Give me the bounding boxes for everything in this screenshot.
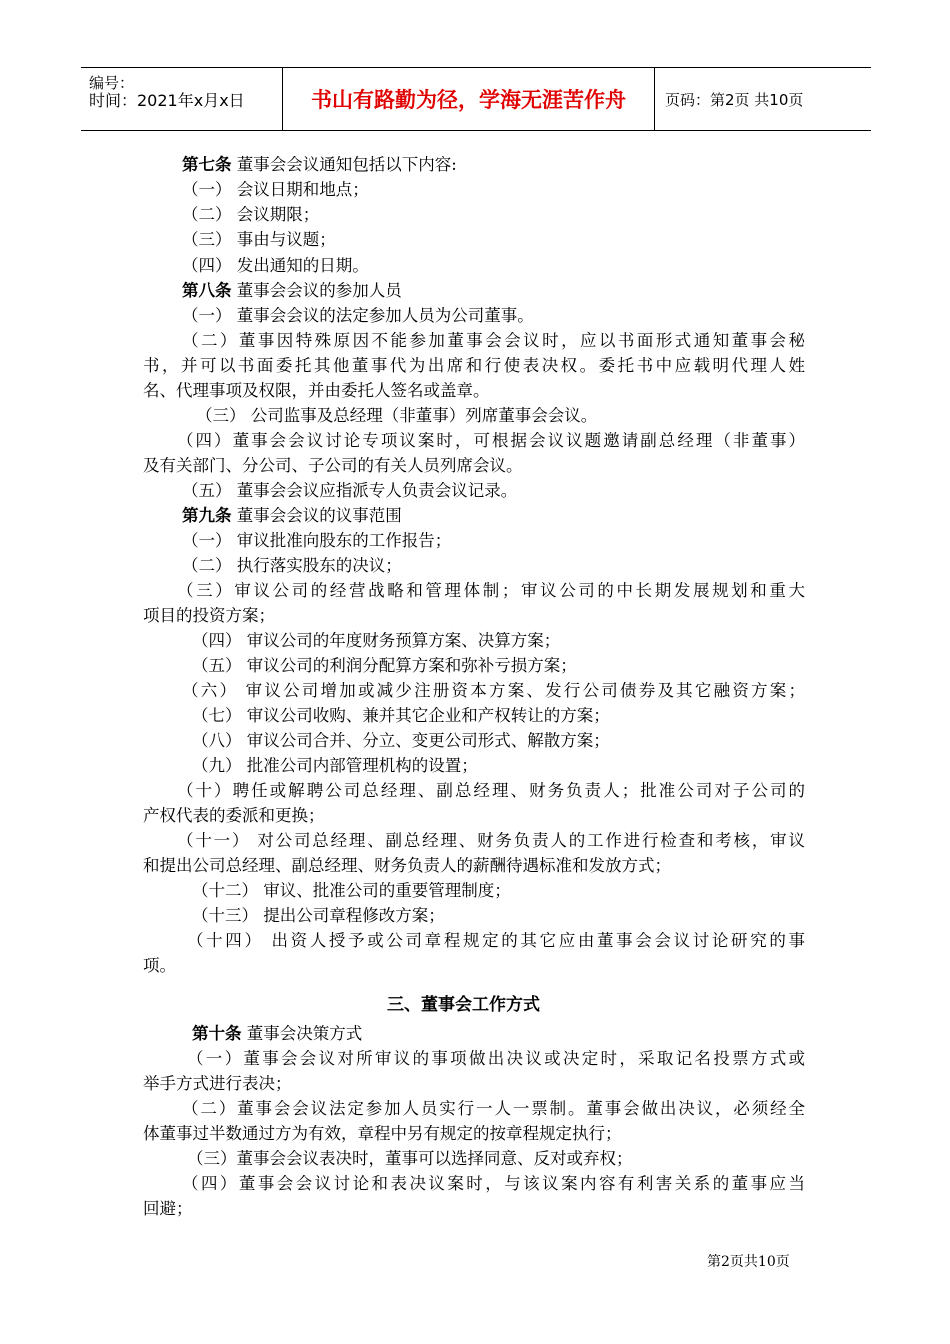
text-line — [187, 1149, 633, 1169]
line-text: （四）董事会会议讨论专项议案时，可根据会议议题邀请副总经理（非董事） — [177, 431, 805, 450]
article-heading: 第九条 — [182, 506, 232, 525]
line-text: （二） 会议期限； — [182, 205, 320, 224]
line-text: （四） 审议公司的年度财务预算方案、决算方案； — [192, 631, 561, 650]
text-line — [192, 706, 610, 726]
line-text: （五） 审议公司的利润分配算方案和弥补亏损方案； — [192, 656, 577, 675]
text-line — [182, 155, 457, 175]
text-line — [192, 906, 445, 926]
line-text: （九） 批准公司内部管理机构的设置； — [192, 756, 478, 775]
line-text: （十四） 出资人授予或公司章程规定的其它应由董事会会议讨论研究的事 — [187, 931, 805, 950]
line-text: 名、代理事项及权限，并由委托人签名或盖章。 — [143, 381, 490, 400]
line-text: 项目的投资方案； — [143, 606, 275, 625]
text-line — [182, 281, 402, 301]
line-text: （八） 审议公司合并、分立、变更公司形式、解散方案； — [192, 731, 610, 750]
text-line — [143, 1074, 292, 1094]
text-line — [143, 606, 275, 626]
line-text: 举手方式进行表决； — [143, 1074, 292, 1093]
header-meta-cell — [81, 68, 283, 130]
text-line — [192, 1024, 362, 1044]
text-line — [192, 731, 610, 751]
text-line — [143, 1124, 622, 1144]
text-line — [192, 656, 577, 676]
text-line — [182, 506, 402, 526]
section-title: 三、董事会工作方式 — [387, 995, 540, 1015]
line-text: （六） 审议公司增加或减少注册资本方案、发行公司债券及其它融资方案； — [182, 681, 805, 700]
text-line — [177, 581, 805, 601]
text-line — [143, 381, 490, 401]
line-text: （一） 审议批准向股东的工作报告； — [182, 531, 452, 550]
text-line — [177, 831, 805, 851]
line-text: 董事会决策方式 — [241, 1024, 363, 1043]
line-text: （一）董事会会议对所审议的事项做出决议或决定时，采取记名投票方式或 — [187, 1049, 805, 1068]
text-line — [182, 230, 336, 250]
text-line — [143, 1199, 193, 1219]
date-label: 时间：2021年x月x日 — [89, 91, 245, 110]
page-header — [81, 67, 871, 131]
line-text: （十）聘任或解聘公司总经理、副总经理、财务负责人；批准公司对子公司的 — [177, 781, 805, 800]
line-text: （七） 审议公司收购、兼并其它企业和产权转让的方案； — [192, 706, 610, 725]
line-text: 产权代表的委派和更换； — [143, 806, 325, 825]
text-line — [182, 256, 369, 276]
text-line — [143, 456, 523, 476]
line-text: （四） 发出通知的日期。 — [182, 256, 369, 275]
number-label: 编号： — [89, 74, 135, 92]
text-line — [196, 406, 597, 426]
article-heading: 第十条 — [192, 1024, 242, 1043]
line-text: （十一） 对公司总经理、副总经理、财务负责人的工作进行检查和考核，审议 — [177, 831, 805, 850]
header-motto: 书山有路勤为径，学海无涯苦作舟 — [283, 68, 655, 130]
text-line — [182, 331, 805, 351]
text-line — [187, 931, 805, 951]
line-text: 回避； — [143, 1199, 193, 1218]
line-text: （十二） 审议、批准公司的重要管理制度； — [192, 881, 511, 900]
text-line — [182, 306, 534, 326]
line-text: （三）审议公司的经营战略和管理体制；审议公司的中长期发展规划和重大 — [177, 581, 805, 600]
text-line — [182, 1099, 805, 1119]
text-line — [182, 180, 369, 200]
line-text: 体董事过半数通过方为有效，章程中另有规定的按章程规定执行； — [143, 1124, 622, 1143]
line-text: （三）董事会会议表决时，董事可以选择同意、反对或弃权； — [187, 1149, 633, 1168]
line-text: （一） 董事会会议的法定参加人员为公司董事。 — [182, 306, 534, 325]
line-text: （三） 公司监事及总经理（非董事）列席董事会会议。 — [196, 406, 598, 425]
line-text: 董事会会议的参加人员 — [231, 281, 402, 300]
line-text: 及有关部门、分公司、子公司的有关人员列席会议。 — [143, 456, 523, 475]
text-line — [182, 531, 451, 551]
line-text: （十三） 提出公司章程修改方案； — [192, 906, 445, 925]
text-line — [182, 1174, 805, 1194]
text-line — [192, 881, 511, 901]
line-text: （五） 董事会会议应指派专人负责会议记录。 — [182, 481, 518, 500]
text-line — [143, 856, 671, 876]
text-line — [182, 556, 402, 576]
text-line — [143, 806, 325, 826]
text-line — [177, 781, 805, 801]
text-line — [182, 205, 319, 225]
line-text: （四）董事会会议讨论和表决议案时，与该议案内容有利害关系的董事应当 — [182, 1174, 805, 1193]
line-text: 项。 — [143, 956, 176, 975]
header-page-number: 页码：第2页 共10页 — [665, 90, 804, 109]
line-text: （二）董事会会议法定参加人员实行一人一票制。董事会做出决议，必须经全 — [182, 1099, 805, 1118]
text-line — [177, 431, 805, 451]
page-footer: 第2页共10页 — [707, 1254, 790, 1270]
line-text: 和提出公司总经理、副总经理、财务负责人的薪酬待遇标准和发放方式； — [143, 856, 671, 875]
text-line — [192, 631, 560, 651]
line-text: 书，并可以书面委托其他董事代为出席和行使表决权。委托书中应载明代理人姓 — [143, 356, 805, 375]
text-line — [143, 356, 805, 376]
line-text: （二） 执行落实股东的决议； — [182, 556, 402, 575]
line-text: （三） 事由与议题； — [182, 230, 336, 249]
text-line — [143, 956, 176, 976]
text-line — [187, 1049, 805, 1069]
article-heading: 第七条 — [182, 155, 232, 174]
article-heading: 第八条 — [182, 281, 232, 300]
line-text: 董事会会议的议事范围 — [231, 506, 402, 525]
line-text: 董事会会议通知包括以下内容: — [231, 155, 457, 174]
text-line — [192, 756, 478, 776]
line-text: （一） 会议日期和地点； — [182, 180, 369, 199]
line-text: （二）董事因特殊原因不能参加董事会会议时，应以书面形式通知董事会秘 — [182, 331, 805, 350]
text-line — [182, 681, 805, 701]
text-line — [182, 481, 517, 501]
